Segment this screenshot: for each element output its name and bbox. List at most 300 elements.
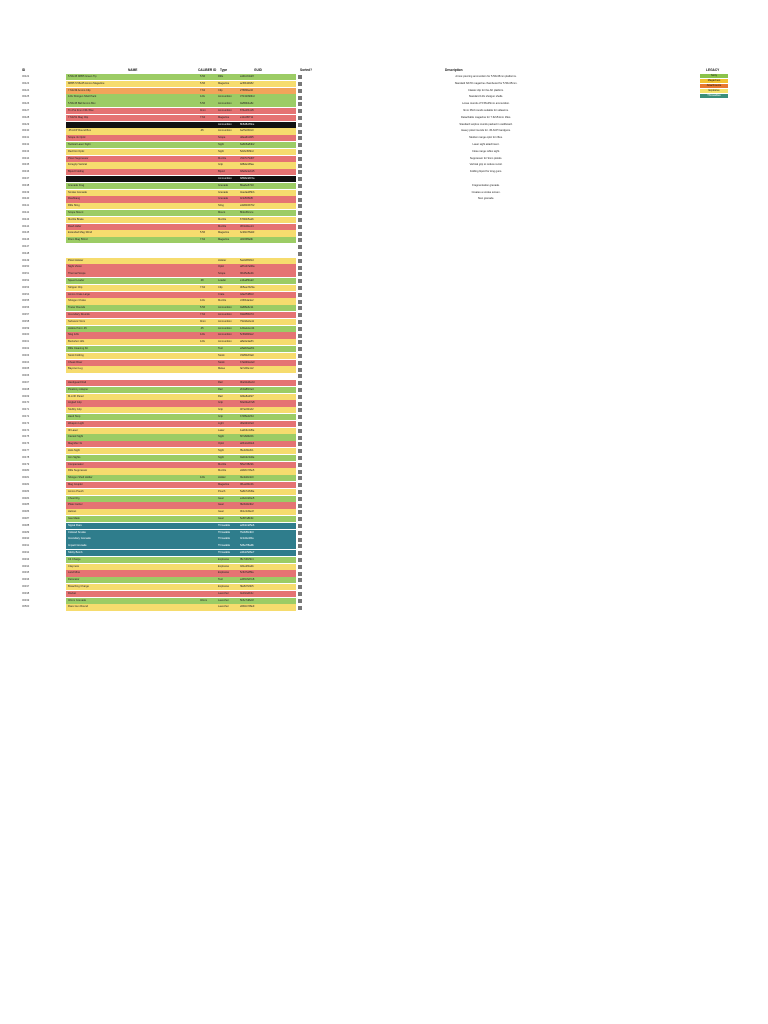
header-id: ID <box>22 68 26 72</box>
cell-name: 12G Shotgun Shell Pack <box>66 94 198 100</box>
cell-id: 00464 <box>22 360 30 364</box>
header-guid: GUID <box>254 68 262 72</box>
cell-description <box>316 305 656 311</box>
sorted-checkbox[interactable] <box>298 415 302 419</box>
cell-description: Standard NATO magazine chambered for 5.56x45mm. <box>454 81 518 85</box>
cell-caliber <box>198 523 216 529</box>
cell-guid: 5cf0d0b6e2 <box>238 332 296 338</box>
cell-guid: 5ac0d83f1d <box>238 258 296 264</box>
cell-type: Scope <box>216 271 238 277</box>
sorted-checkbox[interactable] <box>298 150 302 154</box>
cell-caliber: 7.62 <box>198 285 216 291</box>
cell-description <box>316 584 656 590</box>
cell-description <box>316 271 656 277</box>
sorted-checkbox[interactable] <box>298 395 302 399</box>
cell-type: Ammunition <box>216 94 238 100</box>
cell-name: Stubby Grip <box>66 407 198 413</box>
sorted-checkbox[interactable] <box>298 164 302 168</box>
sorted-checkbox[interactable] <box>298 374 302 378</box>
cell-id: 00472 <box>22 415 30 418</box>
sorted-checkbox[interactable] <box>298 565 302 569</box>
cell-guid: f6e5d4c3b2 <box>238 502 296 508</box>
sorted-checkbox[interactable] <box>298 102 302 106</box>
cell-caliber: 12G <box>198 332 216 338</box>
cell-caliber <box>198 244 216 250</box>
sorted-checkbox[interactable] <box>298 170 302 174</box>
cell-guid: acf6b10b82 <box>238 81 296 87</box>
cell-name: Extended Mag 30rnd <box>66 230 198 236</box>
sorted-checkbox[interactable] <box>298 252 302 256</box>
cell-name: Pistol Suppressor <box>66 156 198 162</box>
cell-name <box>66 251 198 257</box>
cell-name: Handguard Rail <box>66 380 198 386</box>
cell-caliber <box>198 428 216 434</box>
cell-guid: c5b7b79d67 <box>238 156 296 162</box>
cell-name: Breaching Charge <box>66 584 198 590</box>
sorted-checkbox[interactable] <box>298 300 302 304</box>
cell-description <box>316 285 656 291</box>
cell-name: Detonator <box>66 577 198 583</box>
sorted-checkbox[interactable] <box>298 232 302 236</box>
cell-caliber <box>198 394 216 400</box>
sorted-checkbox[interactable] <box>298 510 302 514</box>
cell-description: Loose rounds of 5.56x45mm ammunition. <box>462 102 510 106</box>
cell-guid: a87e07a06a <box>238 264 296 270</box>
cell-description: Suppressor for 9mm pistols. <box>469 156 503 160</box>
cell-guid: b8e8e3eb15 <box>238 169 296 175</box>
cell-description <box>316 455 656 461</box>
cell-caliber <box>198 162 216 168</box>
cell-name: Plate Carrier <box>66 502 198 508</box>
cell-guid: f7e6d5c4b3 <box>238 530 296 536</box>
cell-type: Gear <box>216 516 238 522</box>
cell-caliber <box>198 591 216 597</box>
sorted-checkbox[interactable] <box>298 361 302 365</box>
cell-id: 00439 <box>22 190 30 194</box>
cell-guid: 9af59b4a8c <box>238 101 296 107</box>
sorted-checkbox[interactable] <box>298 211 302 215</box>
cell-name: Grenade Frag <box>66 183 198 189</box>
sorted-checkbox[interactable] <box>298 490 302 494</box>
cell-description <box>316 604 656 610</box>
sorted-checkbox[interactable] <box>298 157 302 161</box>
cell-id: 00455 <box>22 299 30 303</box>
cell-id: 00430 <box>22 129 30 133</box>
cell-id: 00478 <box>22 455 30 459</box>
cell-caliber: 9mm <box>198 319 216 325</box>
cell-type: Sling <box>216 203 238 209</box>
cell-caliber <box>198 190 216 196</box>
sorted-checkbox[interactable] <box>298 204 302 208</box>
header-legacy: LEGACY <box>706 68 720 72</box>
cell-name: C4 Charge <box>66 557 198 563</box>
cell-guid: 79c3de0e11 <box>238 319 296 325</box>
cell-type: Clip <box>216 285 238 291</box>
cell-type: Gear <box>216 509 238 515</box>
cell-name: Rifle Sling <box>66 203 198 209</box>
cell-description: 9mm FMJ rounds suitable for sidearms. <box>463 109 509 112</box>
sorted-checkbox[interactable] <box>298 436 302 440</box>
cell-description: Armor-piercing ammunition for 5.56x45mm platforms. <box>455 75 517 78</box>
cell-name: Hand Stop <box>66 414 198 420</box>
cell-name: Scope 4x Optic <box>66 135 198 141</box>
sorted-checkbox[interactable] <box>298 238 302 242</box>
sorted-checkbox[interactable] <box>298 558 302 562</box>
sorted-checkbox[interactable] <box>298 177 302 181</box>
sorted-checkbox[interactable] <box>298 340 302 344</box>
cell-caliber <box>198 550 216 556</box>
cell-type: Ammunition <box>216 332 238 338</box>
cell-description: Classic clip for the AK platform. <box>468 88 504 92</box>
cell-type: Grenade <box>216 183 238 189</box>
cell-guid: ba7fe0b6c0 <box>238 128 296 134</box>
cell-caliber <box>198 468 216 474</box>
cell-type: Rail <box>216 380 238 386</box>
cell-caliber <box>198 509 216 515</box>
cell-guid: 0be91a5e2d <box>238 380 296 386</box>
sorted-checkbox[interactable] <box>298 266 302 270</box>
cell-description <box>316 434 656 440</box>
cell-description <box>316 278 656 284</box>
cell-caliber: 7.62 <box>198 237 216 243</box>
cell-description <box>316 366 656 372</box>
cell-name: Colored Smoke <box>66 530 198 536</box>
sorted-checkbox[interactable] <box>298 191 302 195</box>
sorted-checkbox[interactable] <box>298 272 302 276</box>
sorted-checkbox[interactable] <box>298 429 302 433</box>
cell-id: 00485 <box>22 503 30 507</box>
sorted-checkbox[interactable] <box>298 347 302 351</box>
cell-caliber <box>198 366 216 372</box>
cell-guid: 33d5b2f4a0 <box>238 353 296 359</box>
sorted-checkbox[interactable] <box>298 334 302 338</box>
cell-id: 00453 <box>22 285 30 289</box>
cell-id: 00480 <box>22 469 30 473</box>
cell-caliber <box>198 251 216 257</box>
sorted-checkbox[interactable] <box>298 544 302 548</box>
sorted-checkbox[interactable] <box>298 585 302 589</box>
cell-id: 00424 <box>22 88 30 92</box>
cell-description <box>316 298 656 304</box>
cell-name: Bipod Folding <box>66 169 198 175</box>
cell-caliber <box>198 196 216 202</box>
sorted-checkbox[interactable] <box>298 463 302 467</box>
cell-description <box>316 312 656 318</box>
cell-type: Grip <box>216 407 238 413</box>
sorted-checkbox[interactable] <box>298 402 302 406</box>
sorted-checkbox[interactable] <box>298 368 302 372</box>
sorted-checkbox[interactable] <box>298 286 302 290</box>
cell-name: Iron Sights <box>66 455 198 461</box>
cell-name: Tracer Rounds <box>66 305 198 311</box>
cell-caliber <box>198 360 216 366</box>
cell-type: Grip <box>216 162 238 168</box>
cell-type: Bipod <box>216 169 238 175</box>
cell-guid: 6a6b5a84b2 <box>238 142 296 148</box>
cell-type: Explosive <box>216 570 238 576</box>
cell-description <box>316 339 656 345</box>
cell-type <box>216 251 238 257</box>
cell-id: 00456 <box>22 306 30 310</box>
sorted-checkbox[interactable] <box>298 449 302 453</box>
cell-caliber <box>198 434 216 440</box>
header-name: NAME <box>128 68 138 72</box>
cell-name: Smoke Grenade <box>66 190 198 196</box>
cell-type: Muzzle <box>216 298 238 304</box>
sorted-checkbox[interactable] <box>298 422 302 426</box>
cell-caliber <box>198 373 216 379</box>
cell-id: 00476 <box>22 442 30 446</box>
sorted-checkbox[interactable] <box>298 381 302 385</box>
cell-description: Detachable magazine for 7.62x51mm rifles. <box>460 115 512 119</box>
cell-id: 00497 <box>22 585 30 588</box>
cell-name: Ammo Pouch <box>66 489 198 495</box>
cell-caliber <box>198 264 216 270</box>
cell-type: Ammunition <box>216 305 238 311</box>
sorted-checkbox[interactable] <box>298 143 302 147</box>
cell-description <box>316 203 656 209</box>
cell-description <box>316 237 656 243</box>
sorted-checkbox[interactable] <box>298 517 302 521</box>
cell-id: 00443 <box>22 217 30 221</box>
cell-id: 00469 <box>22 394 30 398</box>
cell-id: 00495 <box>22 571 30 575</box>
cell-caliber <box>198 122 216 128</box>
sorted-checkbox[interactable] <box>298 470 302 474</box>
cell-id: 00432 <box>22 143 30 146</box>
sorted-checkbox[interactable] <box>298 293 302 297</box>
cell-caliber: 12G <box>198 94 216 100</box>
cell-guid: b8b8e3d15a <box>238 176 296 182</box>
cell-description <box>316 564 656 570</box>
sorted-checkbox[interactable] <box>298 551 302 555</box>
cell-caliber <box>198 156 216 162</box>
sorted-checkbox[interactable] <box>298 75 302 79</box>
sorted-checkbox[interactable] <box>298 408 302 412</box>
sorted-checkbox[interactable] <box>298 578 302 582</box>
sorted-checkbox[interactable] <box>298 96 302 100</box>
cell-guid: 60e02ed7a8 <box>238 400 296 406</box>
cell-id: 00452 <box>22 279 30 282</box>
cell-description <box>316 387 656 393</box>
cell-guid: 0e1f2a3b4c <box>238 591 296 597</box>
cell-id: 00491 <box>22 544 30 548</box>
cell-type: Gear <box>216 502 238 508</box>
cell-caliber <box>198 169 216 175</box>
cell-caliber <box>198 441 216 447</box>
cell-caliber: .45 <box>198 326 216 332</box>
cell-type: Grip <box>216 414 238 420</box>
cell-description: Standard surplus rounds packed in cardboard. <box>459 122 513 126</box>
cell-type: Sight <box>216 149 238 155</box>
cell-type: Explosive <box>216 564 238 570</box>
cell-name: Land Mine <box>66 570 198 576</box>
cell-guid: ddea611f25 <box>238 135 296 141</box>
cell-type: Launcher <box>216 604 238 610</box>
cell-id: 00442 <box>22 211 30 214</box>
cell-type: Ammunition <box>216 326 238 332</box>
cell-type: Muzzle <box>216 224 238 230</box>
cell-description <box>316 292 656 298</box>
cell-name: 40mm Grenade <box>66 598 198 604</box>
cell-type <box>216 244 238 250</box>
cell-caliber <box>198 448 216 454</box>
cell-description <box>316 448 656 454</box>
sorted-checkbox[interactable] <box>298 524 302 528</box>
sorted-checkbox[interactable] <box>298 123 302 127</box>
cell-name: Picatinny Adapter <box>66 387 198 393</box>
cell-caliber <box>198 203 216 209</box>
sorted-checkbox[interactable] <box>298 116 302 120</box>
cell-id: 00479 <box>22 462 30 466</box>
sorted-checkbox[interactable] <box>298 606 302 610</box>
header-description: Description <box>445 68 463 72</box>
sorted-checkbox[interactable] <box>298 82 302 86</box>
cell-id: 00450 <box>22 265 30 269</box>
cell-caliber <box>198 353 216 359</box>
sorted-checkbox[interactable] <box>298 136 302 140</box>
sorted-checkbox[interactable] <box>298 259 302 263</box>
sorted-checkbox[interactable] <box>298 538 302 542</box>
cell-id: 00461 <box>22 340 30 344</box>
cell-description: Vertical grip to reduce recoil. <box>469 163 503 167</box>
cell-id: 00482 <box>22 483 30 486</box>
sorted-checkbox[interactable] <box>298 320 302 324</box>
sorted-checkbox[interactable] <box>298 599 302 603</box>
cell-description <box>316 264 656 270</box>
cell-guid: 0b1c2d3e4f <box>238 509 296 515</box>
cell-name: Flashbang <box>66 196 198 202</box>
cell-id: 00484 <box>22 496 30 500</box>
cell-name: Subsonic 9mm <box>66 319 198 325</box>
cell-type: Magazine <box>216 81 238 87</box>
cell-id: 00448 <box>22 251 30 255</box>
sorted-checkbox[interactable] <box>298 198 302 202</box>
sorted-checkbox[interactable] <box>298 388 302 392</box>
cell-guid <box>238 251 296 257</box>
cell-type: Optic <box>216 264 238 270</box>
cell-guid: 67f44b5a2b <box>238 217 296 223</box>
cell-type: Scope <box>216 135 238 141</box>
cell-name: Stripper Clip <box>66 285 198 291</box>
cell-description: Creates a smoke screen. <box>471 190 501 194</box>
sorted-checkbox[interactable] <box>298 456 302 460</box>
cell-type: Sight <box>216 434 238 440</box>
sorted-checkbox[interactable] <box>298 354 302 358</box>
sorted-checkbox[interactable] <box>298 225 302 229</box>
cell-guid: f9e8d7c6b5 <box>238 584 296 590</box>
sorted-checkbox[interactable] <box>298 218 302 222</box>
cell-guid: b9ddf5b07d <box>238 312 296 318</box>
cell-type: Ammunition <box>216 101 238 107</box>
cell-type: Muzzle <box>216 468 238 474</box>
sorted-checkbox[interactable] <box>298 109 302 113</box>
cell-description <box>316 482 656 488</box>
sorted-checkbox[interactable] <box>298 89 302 93</box>
cell-description <box>316 577 656 583</box>
cell-guid: a8e0e3a2f1 <box>238 339 296 345</box>
cell-id: 00459 <box>22 326 30 330</box>
cell-description <box>316 244 656 250</box>
cell-caliber <box>198 516 216 522</box>
cell-guid: 0a6f8e6c11 <box>238 305 296 311</box>
cell-type: Stock <box>216 353 238 359</box>
sorted-checkbox[interactable] <box>298 442 302 446</box>
sorted-checkbox[interactable] <box>298 279 302 283</box>
sorted-checkbox[interactable] <box>298 504 302 508</box>
cell-id: 00500 <box>22 605 30 609</box>
sorted-checkbox[interactable] <box>298 130 302 134</box>
sorted-checkbox[interactable] <box>298 483 302 487</box>
sorted-checkbox[interactable] <box>298 497 302 501</box>
cell-type: Tool <box>216 346 238 352</box>
cell-type: Ammunition <box>216 339 238 345</box>
cell-caliber: 5.56 <box>198 230 216 236</box>
sorted-checkbox[interactable] <box>298 184 302 188</box>
cell-caliber <box>198 142 216 148</box>
sorted-checkbox[interactable] <box>298 592 302 596</box>
sorted-checkbox[interactable] <box>298 572 302 576</box>
cell-name: Red Dot Optic <box>66 149 198 155</box>
sorted-checkbox[interactable] <box>298 245 302 249</box>
cell-caliber: 40mm <box>198 598 216 604</box>
cell-type: Holder <box>216 475 238 481</box>
cell-id: 00446 <box>22 238 30 242</box>
cell-guid: e8a8c6a201 <box>238 346 296 352</box>
cell-guid: 0c1d2e3f4a <box>238 536 296 542</box>
cell-name: Ammo Crate Large <box>66 292 198 298</box>
cell-type: Throwable <box>216 543 238 549</box>
cell-description <box>316 441 656 447</box>
cell-type: Gear <box>216 496 238 502</box>
sorted-checkbox[interactable] <box>298 531 302 535</box>
cell-id: 00435 <box>22 163 30 167</box>
sorted-checkbox[interactable] <box>298 306 302 310</box>
cell-type: Throwable <box>216 536 238 542</box>
cell-name: Rifle Suppressor <box>66 468 198 474</box>
cell-description <box>316 407 656 413</box>
cell-id: 00475 <box>22 435 30 439</box>
cell-caliber: .45 <box>198 128 216 134</box>
cell-type: Explosive <box>216 557 238 563</box>
cell-caliber: 5.56 <box>198 74 216 80</box>
sorted-checkbox[interactable] <box>298 327 302 331</box>
cell-name: Helmet <box>66 509 198 515</box>
cell-id: 00429 <box>22 122 30 126</box>
cell-type: Melee <box>216 366 238 372</box>
cell-caliber: 7.62 <box>198 312 216 318</box>
cell-guid: a5b6c7d8e9 <box>238 604 296 610</box>
cell-description <box>316 543 656 549</box>
cell-guid: 4da27d81f2 <box>238 292 296 298</box>
cell-name: Flare Gun Round <box>66 604 198 610</box>
cell-description <box>316 258 656 264</box>
cell-name <box>66 122 198 128</box>
cell-name: Scope Mount <box>66 210 198 216</box>
sorted-checkbox[interactable] <box>298 476 302 480</box>
cell-guid: a0b1c2d3e4 <box>238 441 296 447</box>
sorted-checkbox[interactable] <box>298 313 302 317</box>
cell-name: Stock Folding <box>66 353 198 359</box>
cell-type: Muzzle <box>216 156 238 162</box>
cell-caliber <box>198 584 216 590</box>
cell-type: Rifle <box>216 74 238 80</box>
cell-id: 00494 <box>22 564 30 568</box>
cell-name: Night Vision <box>66 264 198 270</box>
cell-name: M-LOK Panel <box>66 394 198 400</box>
cell-guid: f4e3d2c1b0 <box>238 475 296 481</box>
cell-caliber: .38 <box>198 278 216 284</box>
